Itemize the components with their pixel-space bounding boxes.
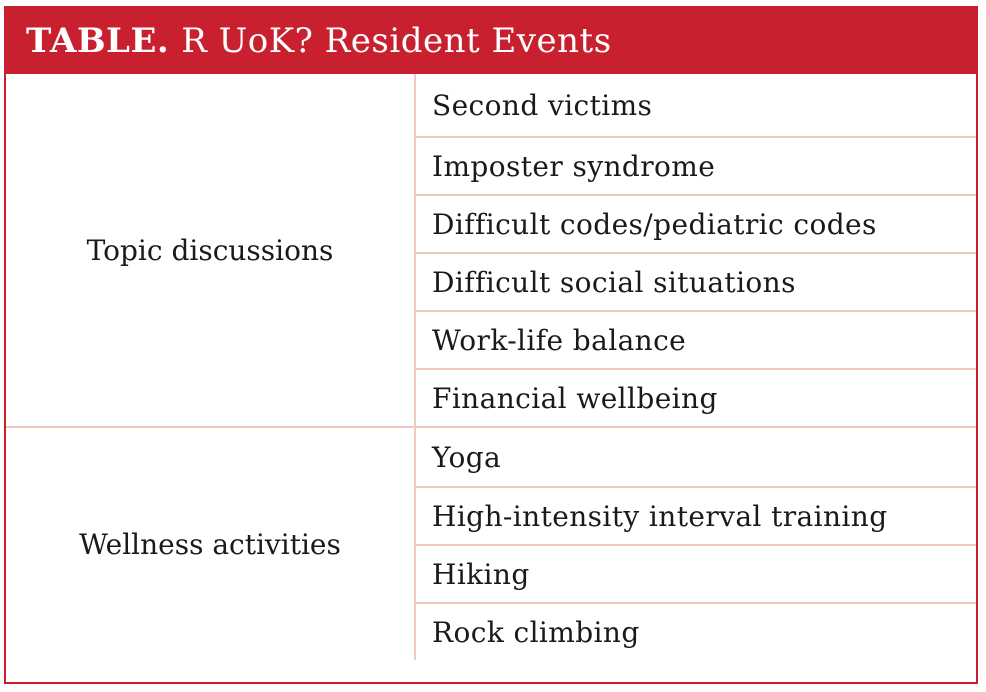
- list-item: Difficult social situations: [416, 252, 976, 310]
- list-item: Rock climbing: [416, 602, 976, 660]
- group-topic-discussions: [6, 74, 976, 426]
- list-item: Imposter syndrome: [416, 136, 976, 194]
- events-table: [4, 6, 978, 684]
- category-cell: Topic discussions: [6, 74, 416, 426]
- list-item: Yoga: [432, 440, 502, 474]
- list-item: Difficult codes/pediatric codes: [416, 194, 976, 252]
- list-item: Financial wellbeing: [416, 368, 976, 426]
- list-item: High-intensity interval training: [416, 486, 976, 544]
- group-wellness-activities: [6, 426, 976, 660]
- table-label: TABLE.: [26, 21, 170, 61]
- list-item: Work-life balance: [416, 310, 976, 368]
- table-title-bar: [6, 8, 976, 74]
- table-body: [6, 74, 976, 660]
- item-list: [416, 428, 976, 660]
- category-cell: Wellness activities: [6, 428, 416, 660]
- list-item: Second victims: [432, 88, 653, 122]
- list-item: Hiking: [416, 544, 976, 602]
- table-title: R UoK? Resident Events: [181, 21, 612, 61]
- item-list: [416, 74, 976, 426]
